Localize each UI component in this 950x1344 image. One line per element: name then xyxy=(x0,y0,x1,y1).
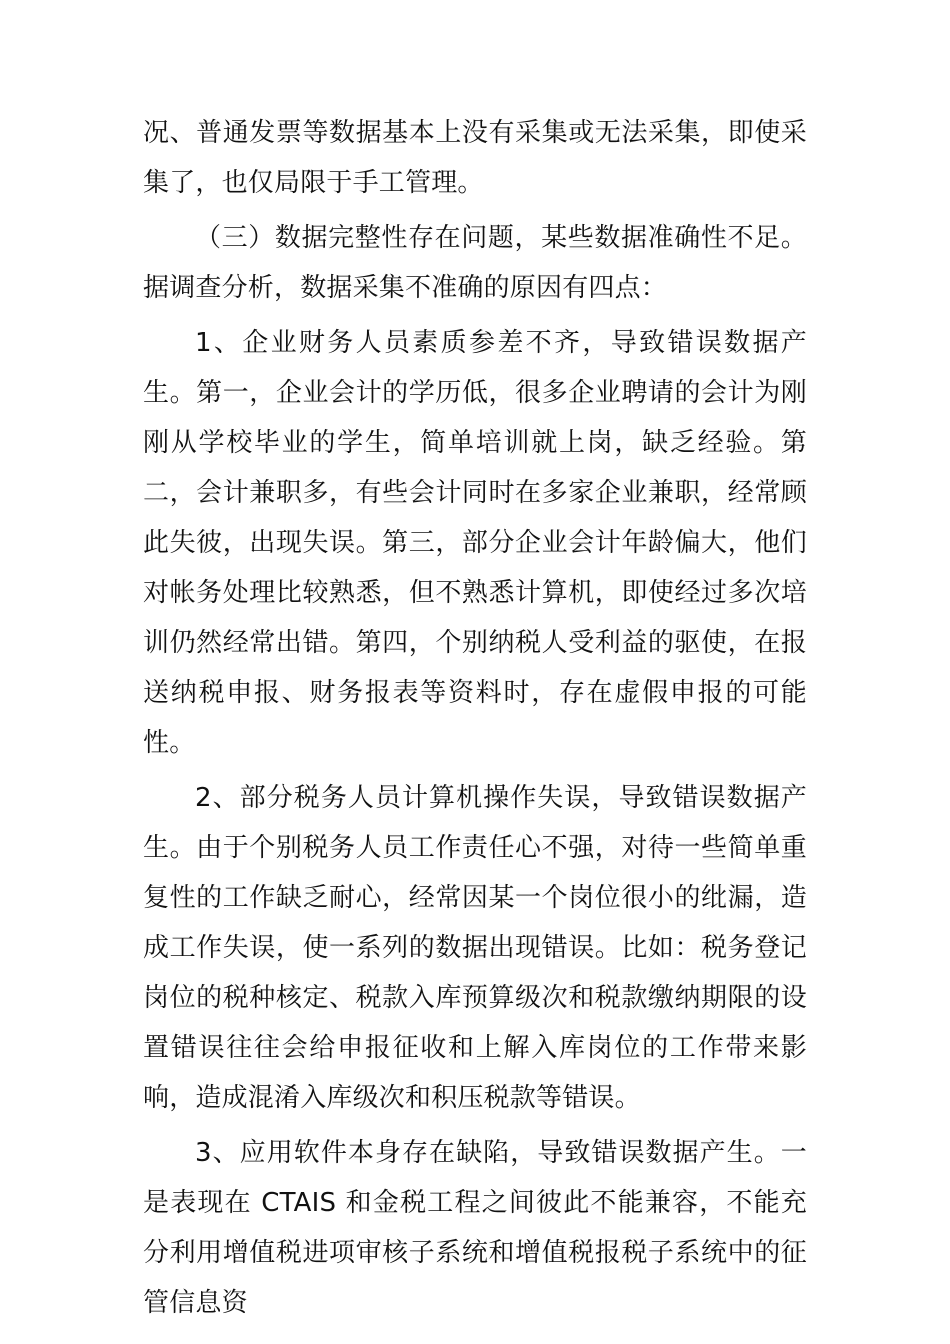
paragraph-continuation: 况、普通发票等数据基本上没有采集或无法采集，即使采集了，也仅局限于手工管理。 xyxy=(143,118,807,198)
paragraph-point-one: 1、企业财务人员素质参差不齐，导致错误数据产生。第一，企业会计的学历低，很多企业聘请的会计为刚刚从学校毕业的学生，简单培训就上岗，缺乏经验。第二，会计兼职多，有些会计同时在多家企业兼职，经常顾此失彼，出现失误。第三，部分企业会计年龄偏大，他们对帐务处理比较熟悉，但不熟悉计算机，即使经过多次培训仍然经常出错。第四，个别纳税人受利益的驱使，在报送纳税申报、财务报表等资料时，存在虚假申报的可能性。 xyxy=(143,328,807,758)
paragraph-point-two: 2、部分税务人员计算机操作失误，导致错误数据产生。由于个别税务人员工作责任心不强，对待一些简单重复性的工作缺乏耐心，经常因某一个岗位很小的纰漏，造成工作失误，使一系列的数据出现错误。比如：税务登记岗位的税种核定、税款入库预算级次和税款缴纳期限的设置错误往往会给申报征收和上解入库岗位的工作带来影响，造成混淆入库级次和积压税款等错误。 xyxy=(143,783,807,1113)
paragraph-section-three: （三）数据完整性存在问题，某些数据准确性不足。据调查分析，数据采集不准确的原因有四点： xyxy=(143,223,807,303)
paragraph-point-three: 3、应用软件本身存在缺陷，导致错误数据产生。一是表现在 CTAIS 和金税工程之间彼此不能兼容，不能充分利用增值税进项审核子系统和增值税报税子系统中的征管信息资 xyxy=(143,1138,807,1318)
document-body xyxy=(143,108,807,1328)
